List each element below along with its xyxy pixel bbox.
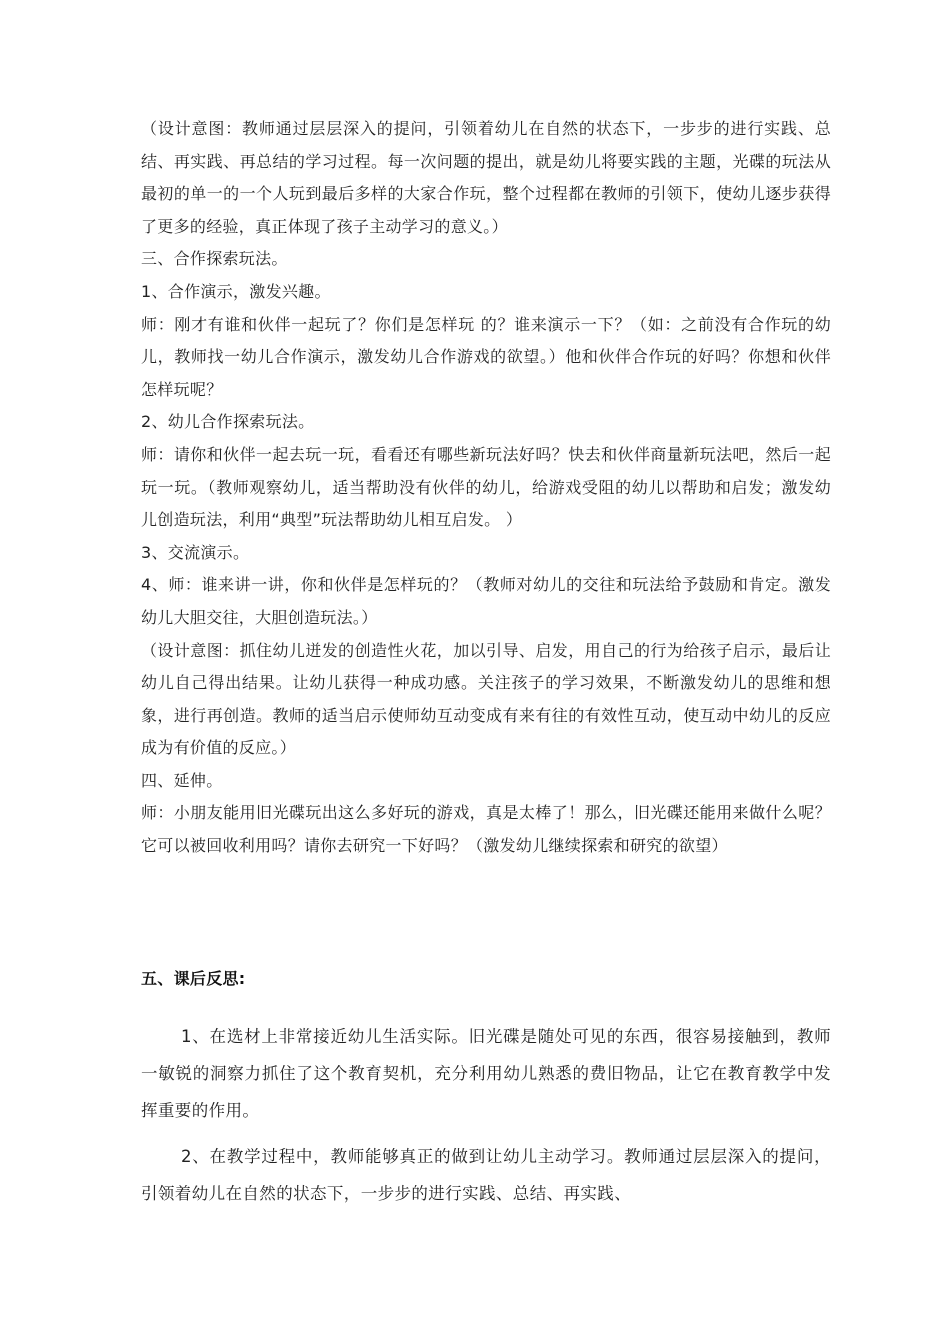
teacher-prompt-explore: 师：请你和伙伴一起去玩一玩，看看还有哪些新玩法好吗？快去和伙伴商量新玩法吧，然后一起玩一玩。（教师观察幼儿，适当帮助没有伙伴的幼儿，给游戏受阻的幼儿以帮助和启发；激发幼儿创造玩法，利用“典型”玩法帮助幼儿相互启发。 ） (141, 444, 831, 530)
step-cooperative-explore: 2、幼儿合作探索玩法。 (141, 412, 315, 432)
design-intent-paragraph-2: （设计意图：抓住幼儿迸发的创造性火花，加以引导、启发，用自己的行为给孩子启示，最后让幼儿自己得出结果。让幼儿获得一种成功感。关注孩子的学习效果，不断激发幼儿的思维和想象，进行再创造。教师的适当启示使师幼互动变成有来有往的有效性互动，使互动中幼儿的反应成为有价值的反应。） (141, 640, 831, 758)
step-exchange-demo: 3、交流演示。 (141, 542, 250, 562)
design-intent-paragraph-1: （设计意图：教师通过层层深入的提问，引领着幼儿在自然的状态下，一步步的进行实践、总结、再实践、再总结的学习过程。每一次问题的提出，就是幼儿将要实践的主题，光碟的玩法从最初的单一的一个人玩到最后多样的大家合作玩，整个过程都在教师的引领下，使幼儿逐步获得了更多的经验，真正体现了孩子主动学习的意义。） (141, 119, 831, 236)
lesson-body (141, 113, 831, 863)
section-title-extension: 四、延伸。 (141, 770, 223, 790)
teacher-prompt-extension: 师：小朋友能用旧光碟玩出这么多好玩的游戏，真是太棒了！那么，旧光碟还能用来做什么呢？它可以被回收利用吗？请你去研究一下好吗？（激发幼儿继续探索和研究的欲望） (141, 803, 831, 856)
section-heading-reflection: 五、课后反思: (141, 969, 246, 988)
teacher-prompt-share: 4、师：谁来讲一讲，你和伙伴是怎样玩的？（教师对幼儿的交往和玩法给予鼓励和肯定。激发幼儿大胆交往，大胆创造玩法。） (141, 575, 831, 627)
reflection-paragraph-1: 1、在选材上非常接近幼儿生活实际。旧光碟是随处可见的东西，很容易接触到，教师一敏锐的洞察力抓住了这个教育契机，充分利用幼儿熟悉的费旧物品，让它在教育教学中发挥重要的作用。 (141, 1027, 831, 1120)
reflection-paragraph-2: 2、在教学过程中，教师能够真正的做到让幼儿主动学习。教师通过层层深入的提问，引领着幼儿在自然的状态下，一步步的进行实践、总结、再实践、 (141, 1147, 831, 1203)
teacher-prompt-demo: 师：刚才有谁和伙伴一起玩了？你们是怎样玩 的？谁来演示一下？（如：之前没有合作玩的幼儿，教师找一幼儿合作演示，激发幼儿合作游戏的欲望。）他和伙伴合作玩的好吗？你想和伙伴怎样玩呢？ (141, 314, 831, 399)
section-title-cooperative-exploration: 三、合作探索玩法。 (141, 249, 288, 269)
step-cooperative-demo: 1、合作演示，激发兴趣。 (141, 281, 331, 301)
